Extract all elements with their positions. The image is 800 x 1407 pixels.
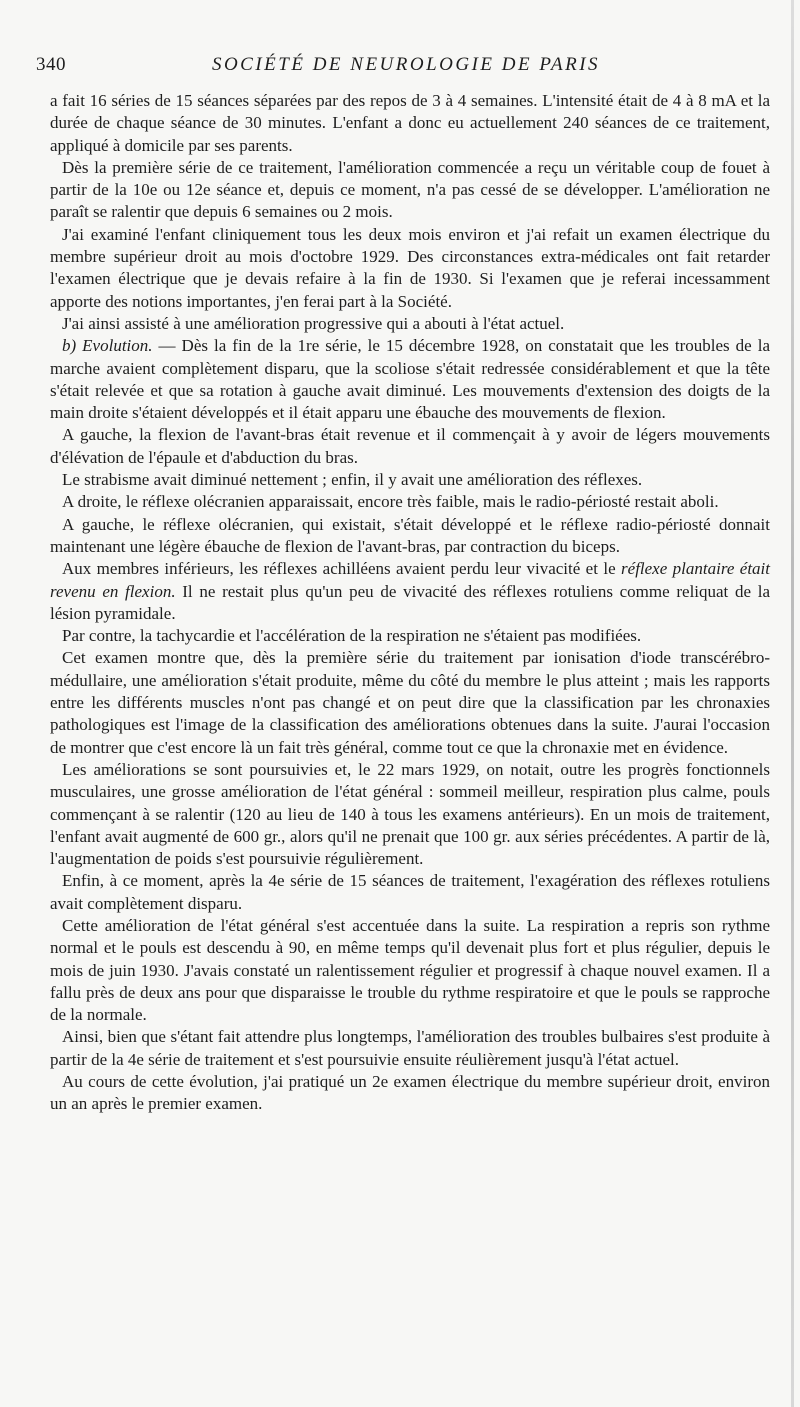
paragraph-text: Il ne restait plus qu'un peu de vivacité des réflexes rotuliens comme reliquat de la lésion pyramidale. xyxy=(50,581,770,623)
paragraph: J'ai ainsi assisté à une amélioration progressive qui a abouti à l'état actuel. xyxy=(62,313,565,333)
italic-phrase: réflexe plantaire était revenu en flexion. xyxy=(50,559,770,601)
section-label: b) Evolution. xyxy=(62,336,153,356)
paragraph: A gauche, le réflexe olécranien, qui existait, s'était développé et le réflexe radio-périosté donnait maintenant une légère ébauche de flexion de l'avant-bras, par contraction du biceps. xyxy=(50,514,770,556)
body-text xyxy=(50,90,770,1116)
paragraph: Les améliorations se sont poursuivies et, le 22 mars 1929, on notait, outre les progrès fonctionnels musculaires, une grosse amélioration de l'état général : sommeil meilleur, respiration plus calme, pouls commençant à se ralentir (120 au lieu de 140 à tous les examens antérieurs). En un mois de traitement, l'enfant avait augmenté de 600 gr., alors qu'il ne prenait que 100 gr. aux séries précédentes. A partir de là, l'augmentation de poids s'est poursuivie régulièrement. xyxy=(50,759,770,869)
paragraph: J'ai examiné l'enfant cliniquement tous les deux mois environ et j'ai refait un examen électrique du membre supérieur droit au mois d'octobre 1929. Des circonstances extra-médicales ont fait retarder l'examen électrique que je devais refaire à la fin de 1930. Si l'examen que je referai incessamment apporte des notions importantes, j'en ferai part à la Société. xyxy=(50,224,770,311)
paragraph: Dès la première série de ce traitement, l'amélioration commencée a reçu un véritable coup de fouet à partir de la 10e ou 12e séance et, depuis ce moment, n'a pas cessé de se développer. L'amélioration ne paraît se ralentir que depuis 6 semaines ou 2 mois. xyxy=(50,157,770,222)
paragraph-text: Aux membres inférieurs, les réflexes achilléens avaient perdu leur vivacité et le xyxy=(62,559,622,579)
page-edge xyxy=(791,0,794,1407)
paragraph: A gauche, la flexion de l'avant-bras était revenue et il commençait à y avoir de légers mouvements d'élévation de l'épaule et d'abduction du bras. xyxy=(50,425,770,467)
paragraph-text: — Dès la fin de la 1re série, le 15 décembre 1928, on constatait que les troubles de la marche avaient complètement disparu, que la scoliose s'était redressée considérablement et que la tête s'était relevée et que sa rotation à gauche avait diminué. Les mouvements d'extension des doigts de la main droite s'étaient développés et il était apparu une ébauche des mouvements de flexion. xyxy=(50,336,770,423)
page-number: 340 xyxy=(36,54,66,75)
paragraph: a fait 16 séries de 15 séances séparées par des repos de 3 à 4 semaines. L'intensité était de 4 à 8 mA et la durée de chaque séance de 30 minutes. L'enfant a donc eu actuellement 240 séances de ce traitement, appliqué à domicile par ses parents. xyxy=(50,91,770,155)
paragraph-evolution xyxy=(50,335,770,424)
paragraph: Cette amélioration de l'état général s'est accentuée dans la suite. La respiration a repris son rythme normal et le pouls est descendu à 90, en même temps qu'il devenait plus fort et plus régulier, depuis le mois de juin 1930. J'avais constaté un ralentissement régulier et progressif à chaque nouvel examen. Il a fallu près de deux ans pour que disparaisse le trouble du rythme respiratoire et que le pouls se rapproche de la normale. xyxy=(50,915,770,1025)
running-head: SOCIÉTÉ DE NEUROLOGIE DE PARIS xyxy=(211,54,601,75)
paragraph: Au cours de cette évolution, j'ai pratiqué un 2e examen électrique du membre supérieur droit, environ un an après le premier examen. xyxy=(50,1072,770,1114)
paragraph: Enfin, à ce moment, après la 4e série de 15 séances de traitement, l'exagération des réflexes rotuliens avait complètement disparu. xyxy=(50,871,770,913)
paragraph: Ainsi, bien que s'étant fait attendre plus longtemps, l'amélioration des troubles bulbaires s'est produite à partir de la 4e série de traitement et s'est poursuivie ensuite réulièrement jusqu'à l'état actuel. xyxy=(50,1027,770,1069)
paragraph: Cet examen montre que, dès la première série du traitement par ionisation d'iode transcérébro-médullaire, une amélioration s'était produite, même du côté du membre le plus atteint ; mais les rapports entre les différents muscles n'ont pas changé et on peut dire que la classification par les chronaxies pathologiques est l'image de la classification des améliorations obtenues dans la suite. J'aurai l'occasion de montrer que c'est encore là un fait très général, comme tout ce que la chronaxie met en évidence. xyxy=(50,648,770,757)
paragraph: Par contre, la tachycardie et l'accélération de la respiration ne s'étaient pas modifiées. xyxy=(62,626,642,646)
paragraph: A droite, le réflexe olécranien apparaissait, encore très faible, mais le radio-périosté restait aboli. xyxy=(62,492,719,512)
paragraph: Le strabisme avait diminué nettement ; enfin, il y avait une amélioration des réflexes. xyxy=(62,470,643,490)
paragraph-reflexes xyxy=(50,558,770,625)
page-header xyxy=(36,54,776,84)
